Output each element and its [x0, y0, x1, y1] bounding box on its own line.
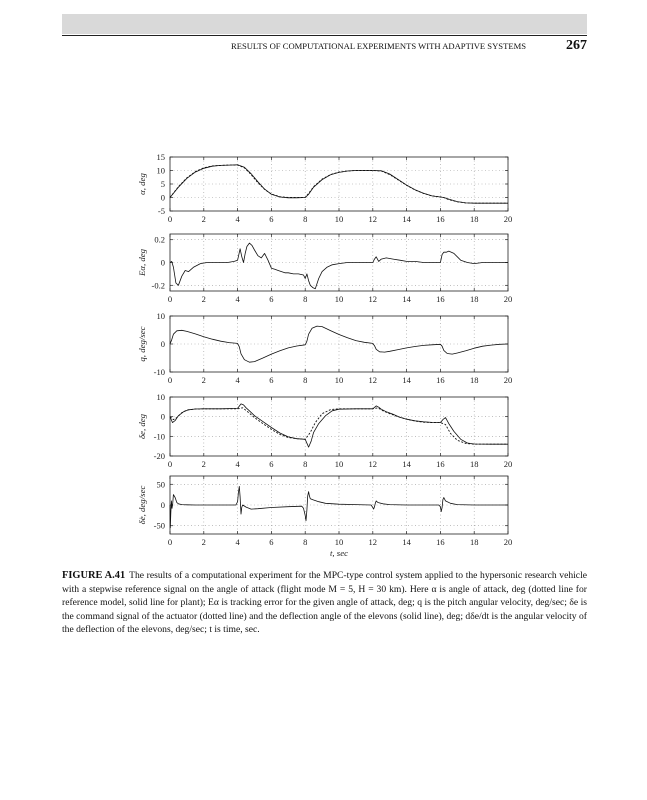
x-tick-label: 18 — [469, 375, 479, 385]
y-tick-label: 0 — [160, 500, 165, 510]
running-head: RESULTS OF COMPUTATIONAL EXPERIMENTS WITH ADAPTIVE SYSTEMS — [230, 41, 526, 51]
y-axis-label: δ̇e, deg/sec — [137, 485, 147, 525]
x-tick-label: 6 — [269, 459, 274, 469]
subplot-3 — [137, 311, 512, 385]
y-axis-label: q, deg/sec — [137, 326, 147, 362]
x-tick-label: 10 — [334, 294, 344, 304]
x-tick-label: 18 — [469, 294, 479, 304]
x-tick-label: 18 — [469, 214, 479, 224]
x-tick-label: 6 — [269, 294, 274, 304]
x-tick-label: 8 — [303, 294, 308, 304]
x-tick-label: 8 — [303, 459, 308, 469]
x-tick-label: 2 — [201, 375, 206, 385]
subplot-4 — [137, 392, 512, 469]
y-axis-label: Eα, deg — [137, 248, 147, 277]
x-tick-label: 2 — [201, 214, 206, 224]
subplot-1 — [137, 152, 512, 224]
y-tick-label: 50 — [156, 479, 165, 490]
x-tick-label: 6 — [269, 214, 274, 224]
x-tick-label: 20 — [503, 294, 513, 304]
y-tick-label: 10 — [156, 165, 165, 176]
y-tick-label: 10 — [156, 311, 165, 321]
y-tick-label: 0 — [160, 411, 165, 422]
y-tick-label: 5 — [160, 179, 165, 189]
x-tick-label: 12 — [368, 537, 378, 547]
x-tick-label: 8 — [303, 214, 308, 224]
y-axis-label: δe, deg — [137, 413, 147, 440]
x-tick-label: 6 — [269, 375, 274, 385]
x-tick-label: 12 — [368, 214, 378, 224]
x-tick-label: 4 — [235, 375, 240, 385]
y-tick-label: -50 — [153, 520, 165, 531]
x-tick-label: 8 — [303, 375, 308, 385]
y-tick-label: -5 — [157, 206, 165, 216]
x-tick-label: 10 — [334, 375, 344, 385]
x-tick-label: 14 — [402, 375, 411, 385]
x-tick-label: 0 — [167, 294, 173, 304]
x-tick-label: 0 — [167, 214, 173, 224]
x-tick-label: 2 — [201, 537, 206, 547]
x-tick-label: 4 — [235, 459, 240, 469]
x-tick-label: 20 — [503, 375, 513, 385]
figure-caption — [62, 569, 587, 637]
y-tick-label: -10 — [153, 431, 165, 442]
x-tick-label: 4 — [235, 537, 240, 547]
figure-label: FIGURE A.41 — [62, 570, 126, 581]
x-tick-label: 4 — [235, 294, 240, 304]
x-tick-label: 4 — [235, 214, 240, 224]
x-tick-label: 2 — [201, 294, 206, 304]
y-tick-label: 0 — [160, 192, 165, 203]
y-tick-label: 0 — [160, 257, 165, 268]
x-tick-label: 16 — [436, 537, 445, 547]
caption-text: The results of a computational experiment for the MPC-type control system applied to the hypersonic research vehicle with a stepwise reference signal on the angle of attack (flight mode M = 5, H = 30 km). Here α is angle of attack, deg (dotted line for reference model, solid line for plant); Eα is tracking error for the given angle of attack, deg; q is the pitch angular velocity, deg/sec; δe is the command signal of the actuator (dotted line) and the deflection angle of the elevons (solid line), deg; dδe/dt is the angular velocity of the deflection of the elevons, deg/sec; t is time, sec. — [62, 570, 587, 636]
x-tick-label: 10 — [334, 214, 344, 224]
y-tick-label: 15 — [156, 152, 165, 162]
y-tick-label: -20 — [153, 451, 165, 461]
x-tick-label: 16 — [436, 375, 445, 385]
x-tick-label: 16 — [436, 214, 445, 224]
subplot-5 — [137, 476, 512, 558]
y-tick-label: 0 — [160, 339, 165, 349]
x-tick-label: 10 — [334, 537, 344, 547]
x-tick-label: 16 — [436, 459, 445, 469]
x-tick-label: 20 — [503, 459, 513, 469]
x-tick-label: 6 — [269, 537, 274, 547]
subplot-2 — [137, 234, 512, 304]
x-tick-label: 20 — [503, 537, 513, 547]
y-tick-label: -0.2 — [151, 280, 165, 291]
page-number: 267 — [566, 38, 587, 53]
y-tick-label: -10 — [153, 367, 165, 377]
x-tick-label: 14 — [402, 294, 411, 304]
x-tick-label: 18 — [469, 459, 479, 469]
x-tick-label: 12 — [368, 294, 378, 304]
x-tick-label: 2 — [201, 459, 206, 469]
x-tick-label: 18 — [469, 537, 479, 547]
x-tick-label: 14 — [402, 459, 411, 469]
x-axis-label: t, sec — [329, 548, 349, 558]
y-tick-label: 0.2 — [154, 234, 165, 245]
x-tick-label: 12 — [368, 459, 378, 469]
y-tick-label: 10 — [156, 392, 165, 402]
x-tick-label: 20 — [503, 214, 513, 224]
x-tick-label: 14 — [402, 537, 411, 547]
x-tick-label: 10 — [334, 459, 344, 469]
x-tick-label: 0 — [167, 537, 173, 547]
x-tick-label: 8 — [303, 537, 308, 547]
x-tick-label: 14 — [402, 214, 411, 224]
plot-frame — [170, 397, 508, 456]
y-axis-label: α, deg — [137, 173, 147, 195]
x-tick-label: 0 — [167, 459, 173, 469]
x-tick-label: 12 — [368, 375, 378, 385]
x-tick-label: 16 — [436, 294, 445, 304]
x-tick-label: 0 — [167, 375, 173, 385]
